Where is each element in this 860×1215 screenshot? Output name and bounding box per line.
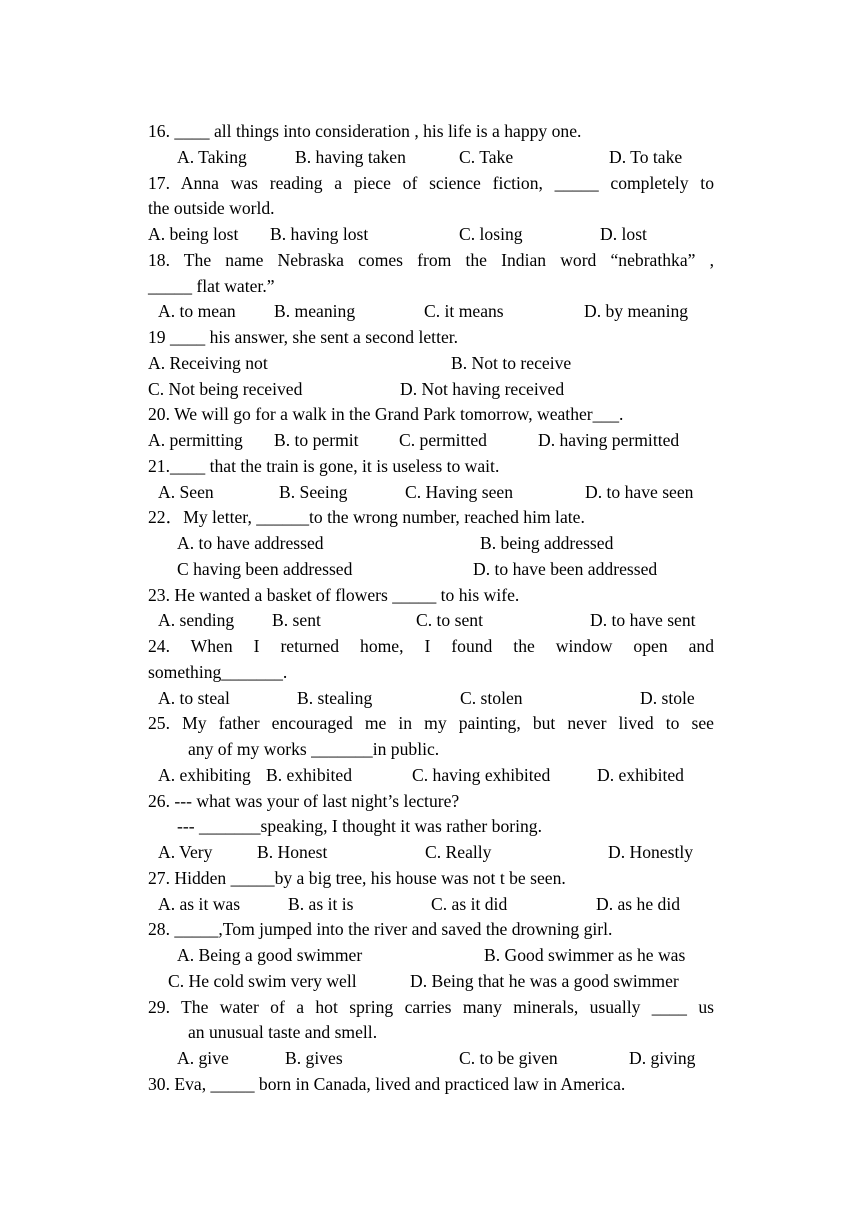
question-stem: 23. He wanted a basket of flowers _____ to his wife. bbox=[148, 584, 520, 605]
options-row bbox=[148, 428, 714, 454]
option-b: B. having lost bbox=[270, 224, 369, 244]
option-a: A. to mean bbox=[158, 301, 236, 322]
question-stem: 20. We will go for a walk in the Grand Park tomorrow, weather___. bbox=[148, 404, 624, 425]
option-b: B. to permit bbox=[274, 430, 359, 450]
options-row bbox=[148, 299, 714, 325]
question-stem: 26. --- what was your of last night’s lecture? bbox=[148, 790, 460, 811]
option-d: D. having permitted bbox=[538, 430, 680, 450]
options-row bbox=[148, 531, 714, 557]
option-c: C. stolen bbox=[460, 687, 523, 708]
option-b: B. Good swimmer as he was bbox=[484, 945, 686, 965]
option-d: D. To take bbox=[609, 146, 683, 167]
question-stem-continued: any of my works _______in public. bbox=[188, 739, 440, 759]
option-c: C. Not being received bbox=[148, 378, 303, 399]
question-stem-continued: something_______. bbox=[148, 661, 288, 682]
options-row bbox=[148, 943, 714, 969]
option-b: B. Not to receive bbox=[451, 352, 572, 373]
option-b: B. stealing bbox=[297, 687, 373, 708]
question-stem: 25. My father encouraged me in my painting, but never lived to see bbox=[148, 713, 714, 734]
question-stem: 27. Hidden _____by a big tree, his house was not t be seen. bbox=[148, 867, 566, 888]
option-c: C. Having seen bbox=[405, 481, 513, 502]
option-c: C. having exhibited bbox=[412, 764, 551, 785]
question-list bbox=[148, 119, 714, 1098]
options-row bbox=[148, 969, 714, 995]
question-stem: 19 ____ his answer, she sent a second letter. bbox=[148, 327, 459, 347]
option-b: B. having taken bbox=[295, 146, 406, 167]
option-c: C. Really bbox=[425, 842, 492, 862]
options-row bbox=[148, 145, 714, 171]
option-b: B. exhibited bbox=[266, 764, 353, 785]
option-a: A. sending bbox=[158, 610, 235, 631]
option-c: C having been addressed bbox=[177, 558, 353, 579]
question-stem-continued: the outside world. bbox=[148, 198, 275, 219]
option-a: A. Receiving not bbox=[148, 352, 268, 373]
option-b: B. meaning bbox=[274, 301, 356, 322]
option-d: D. as he did bbox=[596, 893, 681, 914]
option-c: C. as it did bbox=[431, 893, 508, 914]
options-row bbox=[148, 557, 714, 583]
option-b: B. Honest bbox=[257, 842, 328, 862]
question-stem: 16. ____ all things into consideration , his life is a happy one. bbox=[148, 121, 582, 141]
options-row bbox=[148, 351, 714, 377]
option-a: A. to steal bbox=[158, 687, 230, 708]
options-row bbox=[148, 840, 714, 866]
options-row bbox=[148, 686, 714, 712]
option-a: A. Very bbox=[158, 842, 213, 862]
option-c: C. permitted bbox=[399, 430, 487, 450]
option-c: C. Take bbox=[459, 146, 514, 167]
question-stem-continued: _____ flat water.” bbox=[148, 275, 275, 296]
question-stem: 28. _____,Tom jumped into the river and saved the drowning girl. bbox=[148, 919, 613, 940]
option-d: D. Being that he was a good swimmer bbox=[410, 970, 679, 991]
option-a: A. as it was bbox=[158, 893, 241, 914]
question-stem: 21.____ that the train is gone, it is useless to wait. bbox=[148, 455, 500, 476]
option-a: A. being lost bbox=[148, 224, 239, 244]
option-d: D. by meaning bbox=[584, 301, 689, 322]
option-c: C. to sent bbox=[416, 610, 483, 631]
option-a: A. Seen bbox=[158, 481, 214, 502]
question-stem-continued: --- _______speaking, I thought it was rather boring. bbox=[177, 816, 542, 837]
option-c: C. it means bbox=[424, 301, 504, 322]
question-stem: 18. The name Nebraska comes from the Indian word “nebrathka” , bbox=[148, 249, 714, 270]
option-c: C. He cold swim very well bbox=[168, 970, 357, 991]
option-c: C. to be given bbox=[459, 1048, 558, 1068]
options-row bbox=[148, 222, 714, 248]
options-row bbox=[148, 1046, 714, 1072]
options-row bbox=[148, 377, 714, 403]
options-row bbox=[148, 608, 714, 634]
options-row bbox=[148, 480, 714, 506]
option-d: D. Not having received bbox=[400, 378, 565, 399]
question-stem: 30. Eva, _____ born in Canada, lived and practiced law in America. bbox=[148, 1073, 626, 1094]
option-b: B. as it is bbox=[288, 893, 354, 914]
option-b: B. being addressed bbox=[480, 533, 614, 553]
option-a: A. give bbox=[177, 1048, 229, 1068]
option-b: B. Seeing bbox=[279, 481, 348, 502]
options-row bbox=[148, 763, 714, 789]
option-a: A. to have addressed bbox=[177, 533, 324, 553]
option-d: D. to have seen bbox=[585, 481, 694, 502]
question-stem: 22．My letter, ______to the wrong number, reached him late. bbox=[148, 507, 585, 528]
option-b: B. gives bbox=[285, 1048, 343, 1068]
question-stem-continued: an unusual taste and smell. bbox=[188, 1022, 378, 1043]
option-a: A. exhibiting bbox=[158, 764, 251, 785]
option-d: D. Honestly bbox=[608, 842, 694, 862]
option-a: A. permitting bbox=[148, 430, 243, 450]
option-c: C. losing bbox=[459, 224, 523, 244]
option-d: D. to have been addressed bbox=[473, 558, 658, 579]
option-d: D. stole bbox=[640, 687, 695, 708]
options-row bbox=[148, 892, 714, 918]
option-d: D. lost bbox=[600, 224, 647, 244]
option-a: A. Taking bbox=[177, 146, 247, 167]
question-stem: 29. The water of a hot spring carries many minerals, usually ____ us bbox=[148, 996, 714, 1017]
question-stem: 24. When I returned home, I found the window open and bbox=[148, 636, 714, 656]
option-d: D. giving bbox=[629, 1048, 696, 1068]
option-a: A. Being a good swimmer bbox=[177, 945, 363, 965]
option-d: D. to have sent bbox=[590, 610, 696, 631]
option-b: B. sent bbox=[272, 610, 321, 631]
option-d: D. exhibited bbox=[597, 764, 684, 785]
question-stem: 17. Anna was reading a piece of science fiction, _____ completely to bbox=[148, 172, 714, 193]
